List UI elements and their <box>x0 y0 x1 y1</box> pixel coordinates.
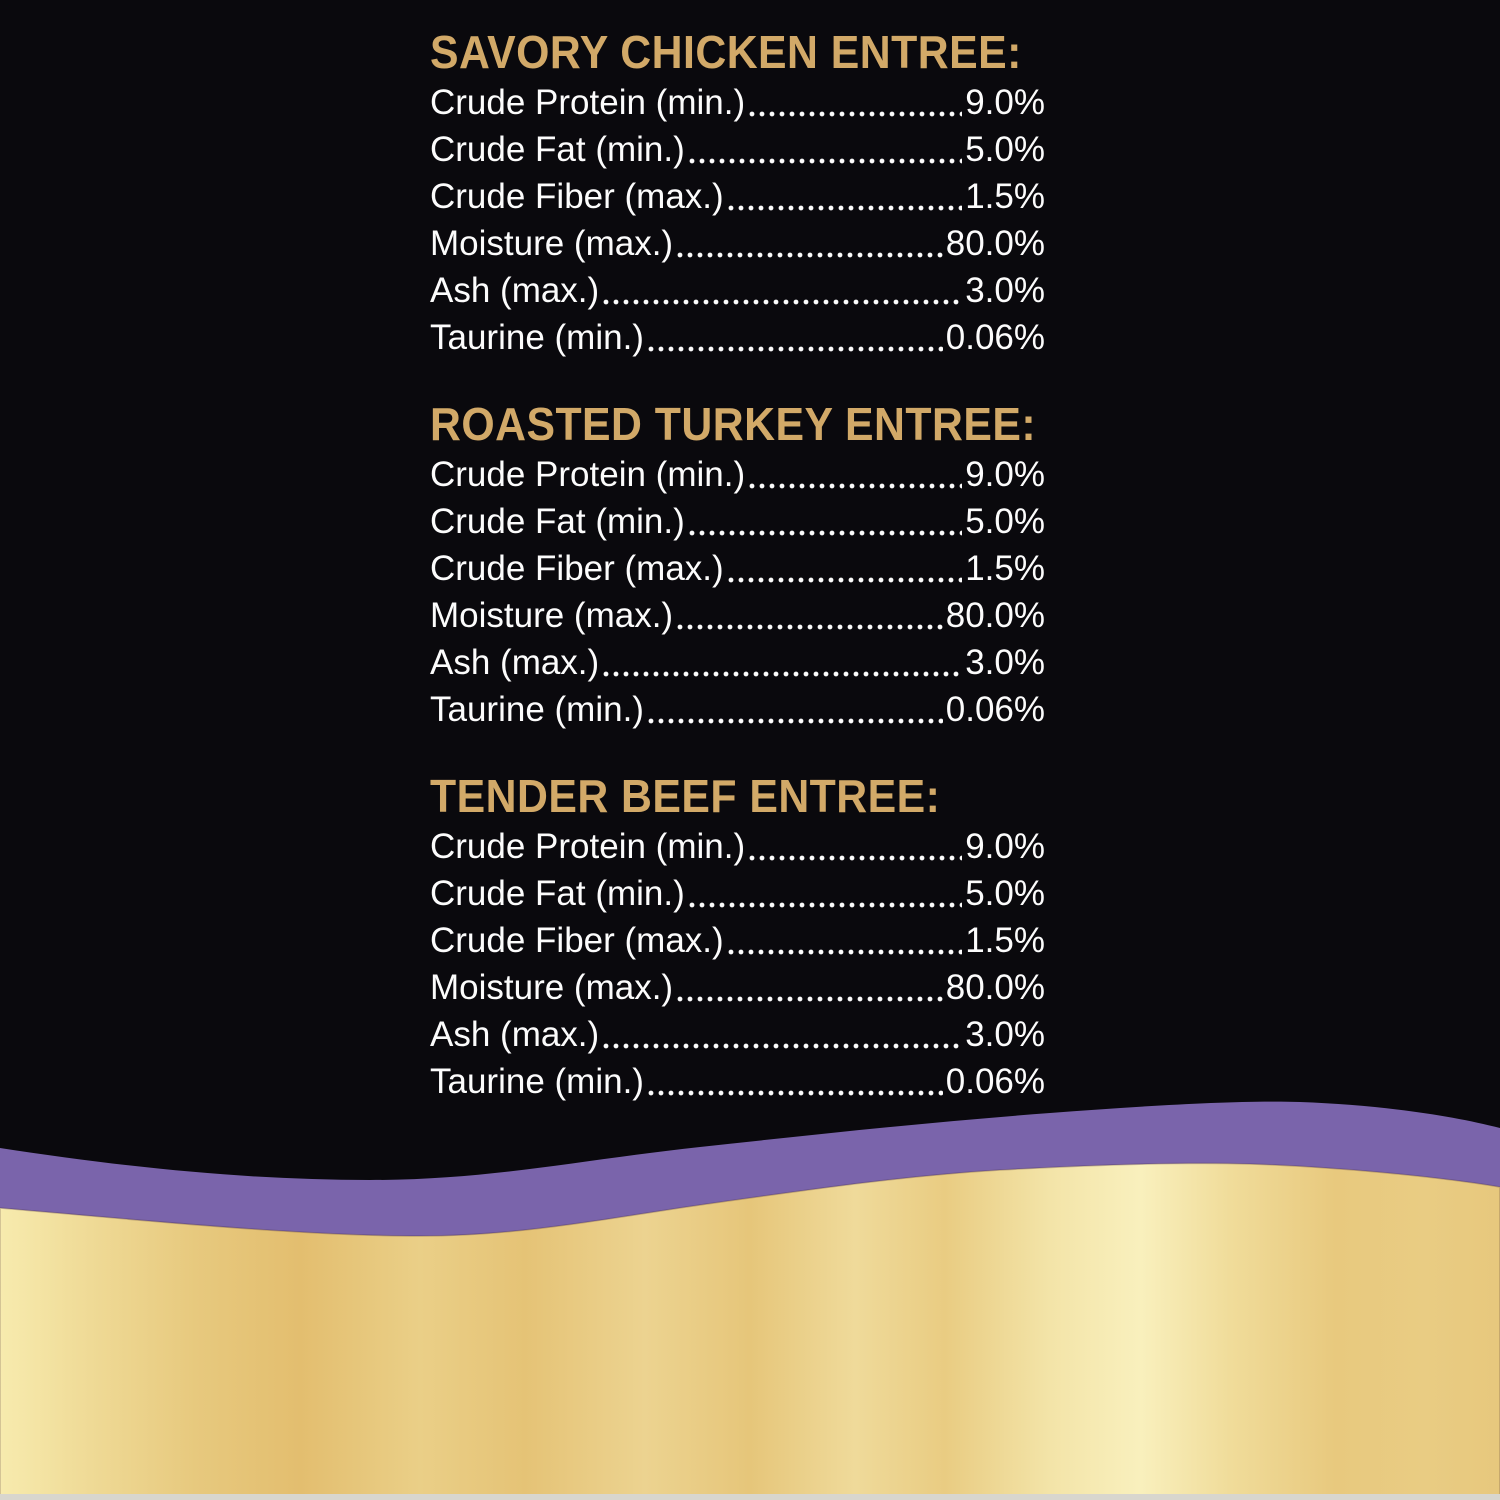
row-label: Taurine (min.) <box>430 318 644 357</box>
row-value: 0.06% <box>945 690 1045 729</box>
row-label: Crude Protein (min.) <box>430 455 746 494</box>
nutrition-row <box>430 451 1045 498</box>
section-heading: ROASTED TURKEY ENTREE: <box>430 398 1037 450</box>
leader-dots <box>648 346 943 352</box>
row-label: Crude Fat (min.) <box>430 130 685 169</box>
row-value: 9.0% <box>965 455 1045 494</box>
row-value: 9.0% <box>965 827 1045 866</box>
leader-dots <box>603 299 962 305</box>
row-value: 9.0% <box>965 83 1045 122</box>
nutrition-row <box>430 592 1045 639</box>
entree-section-beef <box>430 770 1045 1105</box>
row-label: Crude Protein (min.) <box>430 83 746 122</box>
row-value: 80.0% <box>945 968 1045 1007</box>
nutrition-row <box>430 498 1045 545</box>
leader-dots <box>603 1043 962 1049</box>
section-heading: TENDER BEEF ENTREE: <box>430 770 941 822</box>
leader-dots <box>689 902 962 908</box>
nutrition-row <box>430 870 1045 917</box>
row-value: 5.0% <box>965 130 1045 169</box>
nutrition-row <box>430 823 1045 870</box>
row-value: 1.5% <box>965 549 1045 588</box>
row-label: Ash (max.) <box>430 1015 600 1054</box>
nutrition-row <box>430 964 1045 1011</box>
row-label: Taurine (min.) <box>430 1062 644 1101</box>
leader-dots <box>749 111 962 117</box>
leader-dots <box>648 718 943 724</box>
nutrition-row <box>430 220 1045 267</box>
leader-dots <box>728 577 963 583</box>
row-label: Ash (max.) <box>430 271 600 310</box>
entree-section-turkey <box>430 398 1045 733</box>
row-label: Ash (max.) <box>430 643 600 682</box>
row-label: Crude Protein (min.) <box>430 827 746 866</box>
row-value: 5.0% <box>965 874 1045 913</box>
nutrition-row <box>430 1011 1045 1058</box>
row-value: 0.06% <box>945 318 1045 357</box>
nutrition-row <box>430 267 1045 314</box>
row-label: Moisture (max.) <box>430 224 674 263</box>
leader-dots <box>677 624 943 630</box>
leader-dots <box>749 855 962 861</box>
leader-dots <box>677 996 943 1002</box>
row-value: 80.0% <box>945 224 1045 263</box>
guaranteed-analysis-panel <box>430 26 1045 1145</box>
row-value: 1.5% <box>965 921 1045 960</box>
row-label: Crude Fiber (max.) <box>430 921 724 960</box>
nutrition-row <box>430 917 1045 964</box>
entree-section-chicken <box>430 26 1045 361</box>
row-label: Crude Fiber (max.) <box>430 177 724 216</box>
row-value: 80.0% <box>945 596 1045 635</box>
row-label: Moisture (max.) <box>430 596 674 635</box>
row-label: Crude Fat (min.) <box>430 502 685 541</box>
row-value: 3.0% <box>965 271 1045 310</box>
nutrition-row <box>430 314 1045 361</box>
row-value: 1.5% <box>965 177 1045 216</box>
leader-dots <box>749 483 962 489</box>
row-label: Crude Fiber (max.) <box>430 549 724 588</box>
nutrition-row <box>430 126 1045 173</box>
nutrition-row <box>430 173 1045 220</box>
leader-dots <box>728 949 963 955</box>
photo-bottom-edge <box>0 1494 1500 1500</box>
row-value: 0.06% <box>945 1062 1045 1101</box>
row-label: Crude Fat (min.) <box>430 874 685 913</box>
row-label: Moisture (max.) <box>430 968 674 1007</box>
nutrition-row <box>430 545 1045 592</box>
row-value: 5.0% <box>965 502 1045 541</box>
leader-dots <box>689 530 962 536</box>
nutrition-row <box>430 79 1045 126</box>
leader-dots <box>728 205 963 211</box>
section-heading: SAVORY CHICKEN ENTREE: <box>430 26 1022 78</box>
row-label: Taurine (min.) <box>430 690 644 729</box>
package-bottom-waves <box>0 1080 1500 1500</box>
nutrition-row <box>430 686 1045 733</box>
leader-dots <box>677 252 943 258</box>
leader-dots <box>603 671 962 677</box>
row-value: 3.0% <box>965 643 1045 682</box>
leader-dots <box>689 158 962 164</box>
row-value: 3.0% <box>965 1015 1045 1054</box>
nutrition-row <box>430 639 1045 686</box>
